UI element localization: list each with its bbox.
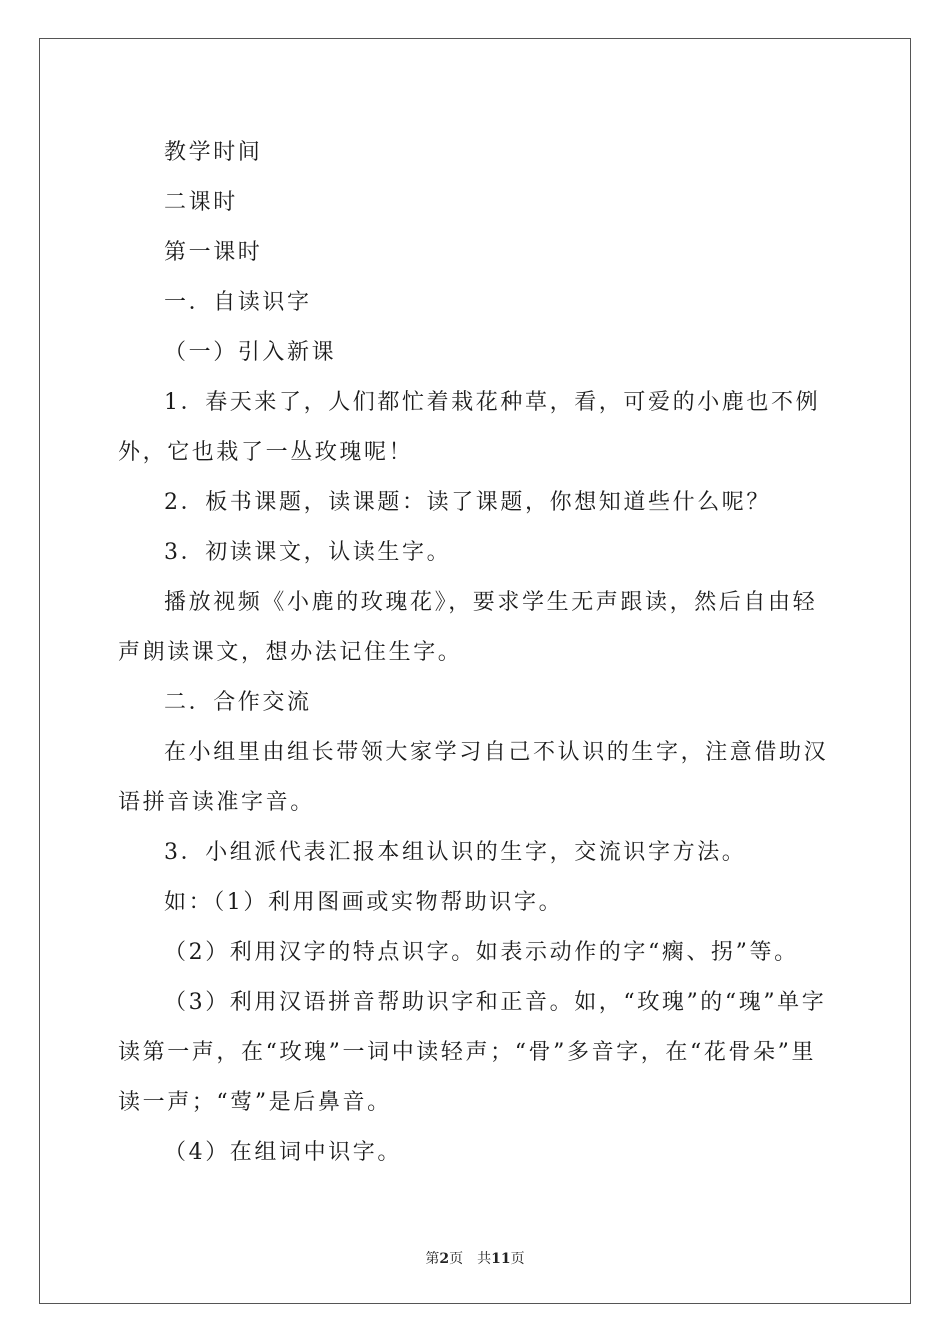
total-prefix: 共 — [477, 1251, 492, 1267]
subsection-heading: （一）引入新课 — [164, 340, 337, 365]
section-heading: 二．合作交流 — [164, 690, 312, 715]
paragraph: （4）在组词中识字。 — [164, 1140, 402, 1165]
page-suffix: 页 — [449, 1251, 464, 1267]
total-pages: 11 — [491, 1251, 511, 1267]
page-prefix: 第 — [425, 1251, 440, 1267]
paragraph: 1．春天来了，人们都忙着栽花种草，看，可爱的小鹿也不例外，它也栽了一丛玫瑰呢！ — [118, 390, 821, 465]
paragraph: 教学时间 — [164, 140, 263, 165]
total-suffix: 页 — [510, 1251, 525, 1267]
paragraph: 如：（1）利用图画或实物帮助识字。 — [164, 890, 564, 915]
document-body — [118, 128, 834, 1178]
paragraph: 播放视频《小鹿的玫瑰花》，要求学生无声跟读，然后自由轻声朗读课文，想办法记住生字。 — [118, 590, 818, 665]
paragraph: 第一课时 — [164, 240, 263, 265]
paragraph: （3）利用汉语拼音帮助识字和正音。如，“玫瑰”的“瑰”单字读第一声，在“玫瑰”一词中读轻声；“骨”多音字，在“花骨朵”里读一声；“莺”是后鼻音。 — [118, 990, 827, 1115]
paragraph: （2）利用汉字的特点识字。如表示动作的字“瘸、拐”等。 — [164, 940, 799, 965]
paragraph: 在小组里由组长带领大家学习自己不认识的生字，注意借助汉语拼音读准字音。 — [118, 740, 829, 815]
paragraph: 3．小组派代表汇报本组认识的生字，交流识字方法。 — [164, 840, 747, 865]
page-number: 2 — [439, 1251, 450, 1267]
paragraph: 二课时 — [164, 190, 238, 215]
page-footer — [0, 1248, 950, 1268]
paragraph: 2．板书课题，读课题：读了课题，你想知道些什么呢？ — [164, 490, 771, 515]
section-heading: 一．自读识字 — [164, 290, 312, 315]
paragraph: 3．初读课文，认读生字。 — [164, 540, 452, 565]
